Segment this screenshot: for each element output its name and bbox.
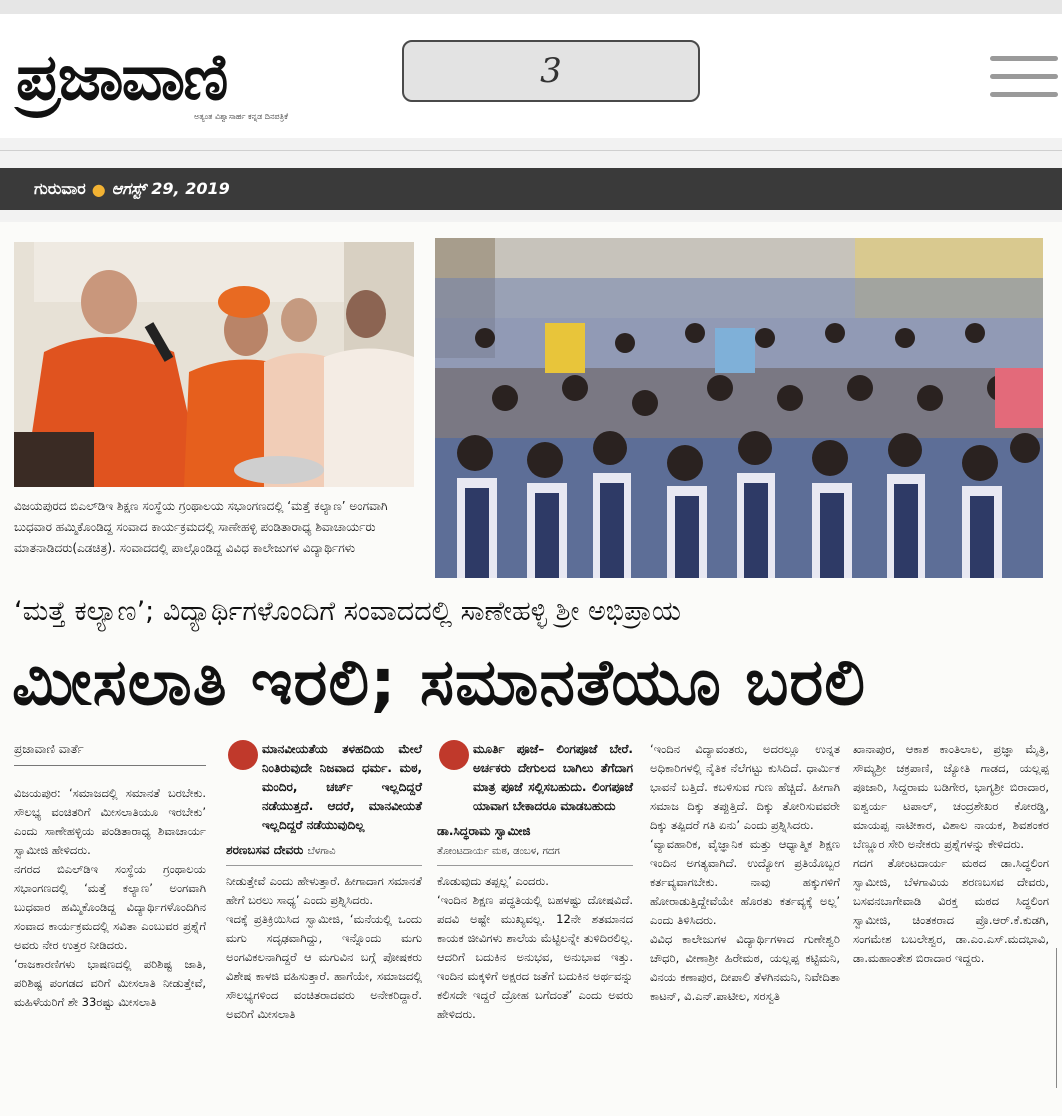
speaker-photo[interactable]: [14, 242, 414, 487]
article-column-4: [650, 740, 840, 1006]
prajavani-logo[interactable]: [16, 32, 416, 132]
pull-quote: [226, 740, 422, 835]
pull-quote-text: ಮಾನವೀಯತೆಯ ತಳಹದಿಯ ಮೇಲೆ ನಿಂತಿರುವುದೇ ನಿಜವಾದ ಧರ್ಮ. ಮಠ, ಮಂದಿರ, ಚರ್ಚ್ ಇಲ್ಲದಿದ್ದರೆ ನಡೆಯುತ್ತದೆ. ಆದರೆ, ಮಾನವೀಯತೆ ಇಲ್ಲದಿದ್ದರೆ ನಡೆಯುವುದಿಲ್ಲ: [262, 742, 422, 832]
page-number-box[interactable]: 3: [402, 40, 700, 102]
quote-attribution: [437, 822, 633, 866]
quote-name: ಶರಣಬಸವ ದೇವರು: [226, 843, 304, 857]
article-column-3: [437, 740, 633, 1024]
paragraph: ವಿವಿಧ ಕಾಲೇಜುಗಳ ವಿದ್ಯಾರ್ಥಿಗಳಾದ ಗುಣೇಶ್ವರಿ ಚೌಧರಿ, ವೀಣಾಶ್ರೀ ಹಿರೇಮಠ, ಯಲ್ಲಪ್ಪ ಕಟ್ಟಿಮನಿ, ವಿನಯ ಕಣಾಪುರ, ದೀಪಾಲಿ ತೆಳಗಿನಮನಿ, ನಿವೇದಿತಾ ಕಾಟನ್, ವಿ.ಎನ್.ಪಾಟೀಲ, ಸರಸ್ವತಿ: [650, 932, 840, 1003]
paragraph: ಕೊಡುವುದು ತಪ್ಪಲ್ಲ’ ಎಂದರು.: [437, 874, 549, 888]
quote-bullet-icon: [439, 740, 469, 770]
quote-place: ಬೆಳಗಾವಿ: [307, 846, 336, 857]
date-bar: [0, 168, 1062, 210]
audience-photo[interactable]: [435, 238, 1043, 578]
quote-place: ತೋಂಟದಾರ್ಯ ಮಠ, ಡಂಬಳ, ಗದಗ: [437, 846, 560, 857]
paragraph: ಖಾನಾಪುರ, ಆಕಾಶ ಕಾಂತಿಲಾಲ, ಪ್ರಜ್ಞಾ ಮೈತ್ರಿ, ಸೌಮ್ಯಶ್ರೀ ಚಕ್ರಪಾಣಿ, ಜ್ಯೋತಿ ಗಾಡದ, ಯಲ್ಲಪ್ಪ ಪೂಜಾರಿ, ಸಿದ್ದರಾಮ ಬಡಿಗೇರ, ಭಾಗ್ಯಶ್ರೀ ಬಿರಾದಾರ, ಐಶ್ವರ್ಯ ಟಪಾಲ್, ಚಂದ್ರಶೇಖರ ಕೋರಡ್ಡಿ, ಮಾಯಪ್ಪ ನಾಟೀಕಾರ, ವಿಶಾಲ ನಾಯಕ, ಶಿವಶಂಕರ ಬೆಣ್ಣೂರ ಸೇರಿ ಅನೇಕರು ಪ್ರಶ್ನೆಗಳನ್ನು ಕೇಳಿದರು.: [853, 742, 1049, 851]
hamburger-menu-icon[interactable]: [990, 56, 1058, 98]
quote-attribution: [226, 841, 422, 866]
date-label: ಆಗಸ್ಟ್ 29, 2019: [111, 179, 230, 198]
paragraph: ನಗರದ ಬಿಎಲ್‌ಡಿಇ ಸಂಸ್ಥೆಯ ಗ್ರಂಥಾಲಯ ಸಭಾಂಗಣದಲ್ಲಿ ‘ಮತ್ತೆ ಕಲ್ಯಾಣ’ ಅಂಗವಾಗಿ ಬುಧವಾರ ಹಮ್ಮಿಕೊಂಡಿದ್ದ ವಿದ್ಯಾರ್ಥಿಗಳೊಂದಿಗಿನ ಸಂವಾದ ಕಾರ್ಯಕ್ರಮದಲ್ಲಿ ಸವಿತಾ ಎಂಬುವರ ಪ್ರಶ್ನೆಗೆ ಅವರು ನೇರ ಉತ್ತರ ನೀಡಿದರು.: [14, 862, 206, 952]
page-edge-rule: [1056, 948, 1057, 1088]
article-headline: ಮೀಸಲಾತಿ ಇರಲಿ; ಸಮಾನತೆಯೂ ಬರಲಿ: [12, 646, 867, 720]
quote-bullet-icon: [228, 740, 258, 770]
logo-text: ಪ್ರಜಾವಾಣಿ: [16, 40, 227, 115]
article-column-2: [226, 740, 422, 1024]
pull-quote: [437, 740, 633, 816]
paragraph: ಗದಗ ತೋಂಟದಾರ್ಯ ಮಠದ ಡಾ.ಸಿದ್ಧಲಿಂಗ ಸ್ವಾಮೀಜಿ, ಬೆಳಗಾವಿಯ ಶರಣಬಸವ ದೇವರು, ಬಸವನಬಾಗೇವಾಡಿ ವಿರಕ್ತ ಮಠದ ಸಿದ್ಧಲಿಂಗ ಸ್ವಾಮೀಜಿ, ಚಿಂತಕರಾದ ಪ್ರೊ.ಆರ್.ಕೆ.ಕುಡಗಿ, ಸಂಗಮೇಶ ಬಬಲೇಶ್ವರ, ಡಾ.ಎಂ.ಎಸ್.ಮದಭಾವಿ, ಡಾ.ಮಹಾಂತೇಶ ಬಿರಾದಾರ ಇದ್ದರು.: [853, 856, 1049, 965]
paragraph: ‘ವ್ಯಾವಹಾರಿಕ, ವೈಜ್ಞಾನಿಕ ಮತ್ತು ಆಧ್ಯಾತ್ಮಿಕ ಶಿಕ್ಷಣ ಇಂದಿನ ಅಗತ್ಯವಾಗಿದೆ. ಉದ್ಯೋಗ ಪ್ರತಿಯೊಬ್ಬರ ಕರ್ತವ್ಯವಾಗಬೇಕು. ನಾವು ಹಕ್ಕುಗಳಿಗೆ ಹೋರಾಡುತ್ತಿದ್ದೇವೆಯೇ ಹೊರತು ಕರ್ತವ್ಯಕ್ಕೆ ಅಲ್ಲ’ ಎಂದು ತಿಳಿಸಿದರು.: [650, 837, 840, 927]
byline: ಪ್ರಜಾವಾಣಿ ವಾರ್ತೆ: [14, 740, 206, 766]
article-subheadline: ‘ಮತ್ತೆ ಕಲ್ಯಾಣ’; ವಿದ್ಯಾರ್ಥಿಗಳೊಂದಿಗೆ ಸಂವಾದದಲ್ಲಿ ಸಾಣೇಹಳ್ಳಿ ಶ್ರೀ ಅಭಿಪ್ರಾಯ: [14, 596, 681, 627]
top-strip: [0, 0, 1062, 14]
pull-quote-text: ಮೂರ್ತಿ ಪೂಜೆ– ಲಿಂಗಪೂಜೆ ಬೇರೆ. ಅರ್ಚಕರು ದೇಗುಲದ ಬಾಗಿಲು ತೆಗೆದಾಗ ಮಾತ್ರ ಪೂಜೆ ಸಲ್ಲಿಸಬಹುದು. ಲಿಂಗಪೂಜೆ ಯಾವಾಗ ಬೇಕಾದರೂ ಮಾಡಬಹುದು: [473, 742, 633, 813]
paragraph: ವಿಜಯಪುರ: ‘ಸಮಾಜದಲ್ಲಿ ಸಮಾನತೆ ಬರಬೇಕು. ಸೌಲಭ್ಯ ವಂಚಿತರಿಗೆ ಮೀಸಲಾತಿಯೂ ಇರಬೇಕು’ ಎಂದು ಸಾಣೇಹಳ್ಳಿಯ ಪಂಡಿತಾರಾಧ್ಯ ಶಿವಾಚಾರ್ಯ ಸ್ವಾಮೀಜಿ ಹೇಳಿದರು.: [14, 786, 206, 857]
quote-name: ಡಾ.ಸಿದ್ಧರಾಮ ಸ್ವಾಮೀಜಿ: [437, 824, 531, 838]
paragraph: ‘ಇಂದಿನ ವಿದ್ಯಾವಂತರು, ಅದರಲ್ಲೂ ಉನ್ನತ ಅಧಿಕಾರಿಗಳಲ್ಲಿ ನೈತಿಕ ನೆಲೆಗಟ್ಟು ಕುಸಿದಿದೆ. ಧಾರ್ಮಿಕ ಭಾವನೆ ಬತ್ತಿದೆ. ಕಬಳಿಸುವ ಗುಣ ಹೆಚ್ಚಿದೆ. ಹೀಗಾಗಿ ಸಮಾಜ ದಿಕ್ಕು ತಪ್ಪುತ್ತಿದೆ. ದಿಕ್ಕು ತೋರಿಸುವವರೇ ದಿಕ್ಕು ತಪ್ಪಿದರೆ ಗತಿ ಏನು’ ಎಂದು ಪ್ರಶ್ನಿಸಿದರು.: [650, 742, 840, 832]
article-column-1: [14, 740, 206, 1012]
paragraph: ‘ರಾಜಕಾರಣಿಗಳು ಭಾಷಣದಲ್ಲಿ ಪರಿಶಿಷ್ಟ ಜಾತಿ, ಪರಿಶಿಷ್ಟ ಪಂಗಡದ ವರಿಗೆ ಮೀಸಲಾತಿ ನೀಡುತ್ತೇವೆ, ಮಹಿಳೆಯರಿಗೆ ಶೇ 33ರಷ್ಟು ಮೀಸಲಾತಿ: [14, 957, 206, 1009]
header-divider: [0, 150, 1062, 151]
paragraph: ಇದಕ್ಕೆ ಪ್ರತಿಕ್ರಿಯಿಸಿದ ಸ್ವಾಮೀಜಿ, ‘ಮನೆಯಲ್ಲಿ ಒಂದು ಮಗು ಸದೃಢವಾಗಿದ್ದು, ಇನ್ನೊಂದು ಮಗು ಅಂಗವಿಕಲನಾಗಿದ್ದರೆ ಆ ಮಗುವಿನ ಬಗ್ಗೆ ಪೋಷಕರು ವಿಶೇಷ ಕಾಳಜಿ ವಹಿಸುತ್ತಾರೆ. ಹಾಗೆಯೇ, ಸಮಾಜದಲ್ಲಿ ಸೌಲಭ್ಯಗಳಿಂದ ವಂಚಿತರಾದವರು ಅನೇಕರಿದ್ದಾರೆ. ಅವರಿಗೆ ಮೀಸಲಾತಿ: [226, 912, 422, 1021]
photo-caption: ವಿಜಯಪುರದ ಬಿಎಲ್‌ಡಿಇ ಶಿಕ್ಷಣ ಸಂಸ್ಥೆಯ ಗ್ರಂಥಾಲಯ ಸಭಾಂಗಣದಲ್ಲಿ ‘ಮತ್ತೆ ಕಲ್ಯಾಣ’ ಅಂಗವಾಗಿ ಬುಧವಾರ ಹಮ್ಮಿಕೊಂಡಿದ್ದ ಸಂವಾದ ಕಾರ್ಯಕ್ರಮದಲ್ಲಿ ಸಾಣೇಹಳ್ಳಿ ಪಂಡಿತಾರಾಧ್ಯ ಶಿವಾಚಾರ್ಯರು ಮಾತನಾಡಿದರು(ಎಡಚಿತ್ರ). ಸಂವಾದದಲ್ಲಿ ಪಾಲ್ಗೊಂಡಿದ್ದ ವಿವಿಧ ಕಾಲೇಜುಗಳ ವಿದ್ಯಾರ್ಥಿಗಳು: [14, 499, 388, 555]
day-label: ಗುರುವಾರ: [34, 179, 86, 198]
paragraph: ‘ಇಂದಿನ ಶಿಕ್ಷಣ ಪದ್ಧತಿಯಲ್ಲಿ ಬಹಳಷ್ಟು ದೋಷವಿದೆ. ಪದವಿ ಅಷ್ಟೇ ಮುಖ್ಯವಲ್ಲ. 12ನೇ ಶತಮಾನದ ಕಾಯಕ ಜೀವಿಗಳು ಶಾಲೆಯ ಮೆಟ್ಟಿಲನ್ನೇ ತುಳಿದಿರಲಿಲ್ಲ. ಆದರಿಗೆ ಬದುಕಿನ ಅನುಭವ, ಅನುಭಾವ ಇತ್ತು. ಇಂದಿನ ಮಕ್ಕಳಿಗೆ ಅಕ್ಷರದ ಜತೆಗೆ ಬದುಕಿನ ಅರ್ಥವನ್ನು ಕಲಿಸದೇ ಇದ್ದರೆ ದ್ರೋಹ ಬಗೆದಂತೆ’ ಎಂದು ಅವರು ಹೇಳಿದರು.: [437, 893, 633, 1021]
date-separator-dot: ●: [91, 179, 106, 199]
paragraph: ನೀಡುತ್ತೇವೆ ಎಂದು ಹೇಳುತ್ತಾರೆ. ಹೀಗಾದಾಗ ಸಮಾನತೆ ಹೇಗೆ ಬರಲು ಸಾಧ್ಯ’ ಎಂದು ಪ್ರಶ್ನಿಸಿದರು.: [226, 874, 422, 907]
article-column-5: [853, 740, 1049, 968]
logo-tagline: ಅತ್ಯಂತ ವಿಶ್ವಾಸಾರ್ಹ ಕನ್ನಡ ದಿನಪತ್ರಿಕೆ: [194, 112, 289, 121]
